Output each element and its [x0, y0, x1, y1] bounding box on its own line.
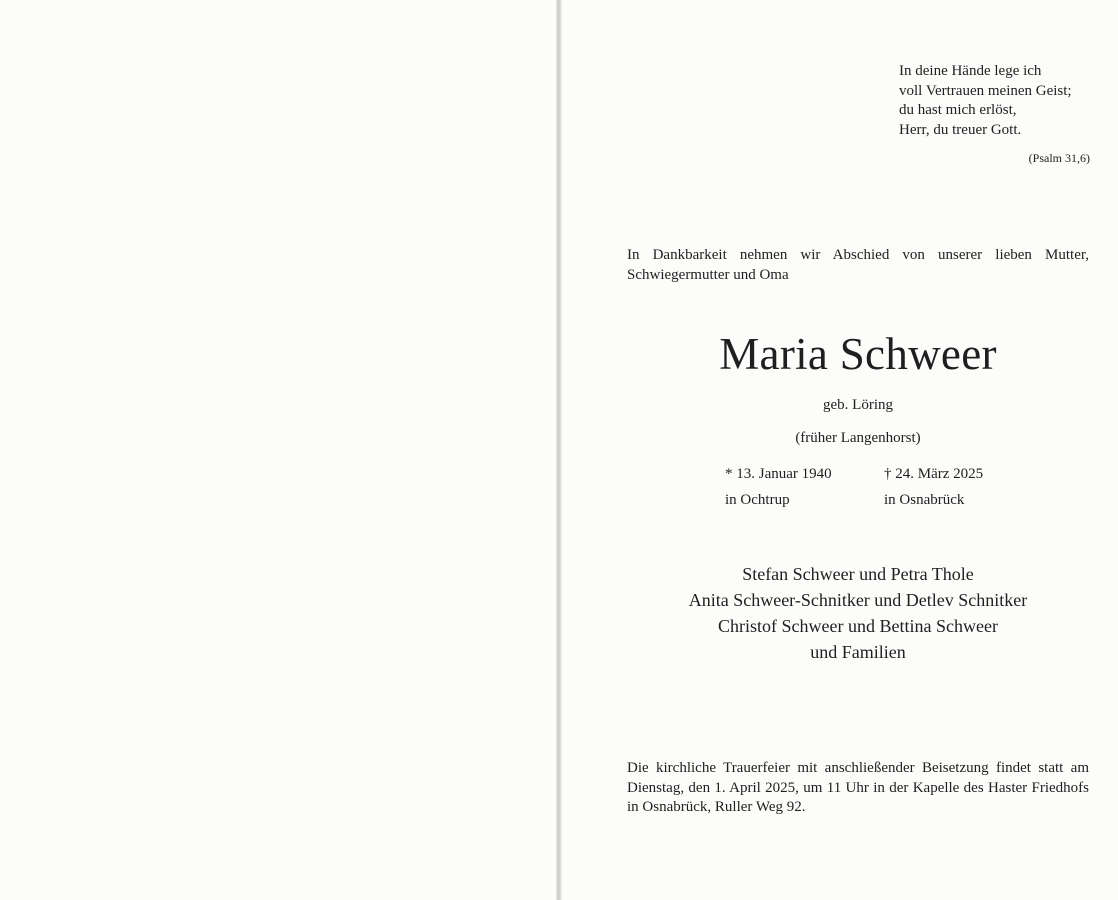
mourner-line: Christof Schweer und Bettina Schweer — [718, 616, 998, 636]
birth-date: * 13. Januar 1940 — [725, 466, 832, 482]
former-residence: (früher Langenhorst) — [795, 430, 921, 446]
mourners-list — [627, 561, 1089, 665]
mourner-line: Anita Schweer-Schnitker und Detlev Schnitker — [688, 590, 1028, 610]
mourner-line: Stefan Schweer und Petra Thole — [742, 564, 974, 584]
left-page — [0, 0, 556, 900]
psalm-line: voll Vertrauen meinen Geist; — [899, 82, 1072, 99]
psalm-line: In deine Hände lege ich — [899, 63, 1042, 79]
deceased-name: Maria Schweer — [719, 329, 997, 379]
right-page — [562, 0, 1118, 900]
birth-info — [725, 461, 832, 513]
death-info — [884, 461, 983, 513]
birth-place: in Ochtrup — [725, 492, 790, 508]
mourner-line: und Familien — [810, 642, 906, 662]
psalm-quote — [899, 62, 1099, 140]
death-place: in Osnabrück — [884, 492, 965, 508]
intro-text: In Dankbarkeit nehmen wir Abschied von unserer lieben Mutter, Schwiegermutter und Oma — [627, 247, 1089, 283]
service-info: Die kirchliche Trauerfeier mit anschließender Beisetzung findet statt am Dienstag, den 1. April 2025, um 11 Uhr in der Kapelle des Haster Friedhofs in Osnabrück, Ruller Weg 92. — [627, 760, 1089, 815]
psalm-line: Herr, du treuer Gott. — [899, 121, 1022, 138]
death-date: † 24. März 2025 — [884, 466, 984, 482]
psalm-line: du hast mich erlöst, — [899, 102, 1017, 118]
psalm-reference: (Psalm 31,6) — [1028, 151, 1090, 165]
maiden-name: geb. Löring — [823, 397, 893, 413]
